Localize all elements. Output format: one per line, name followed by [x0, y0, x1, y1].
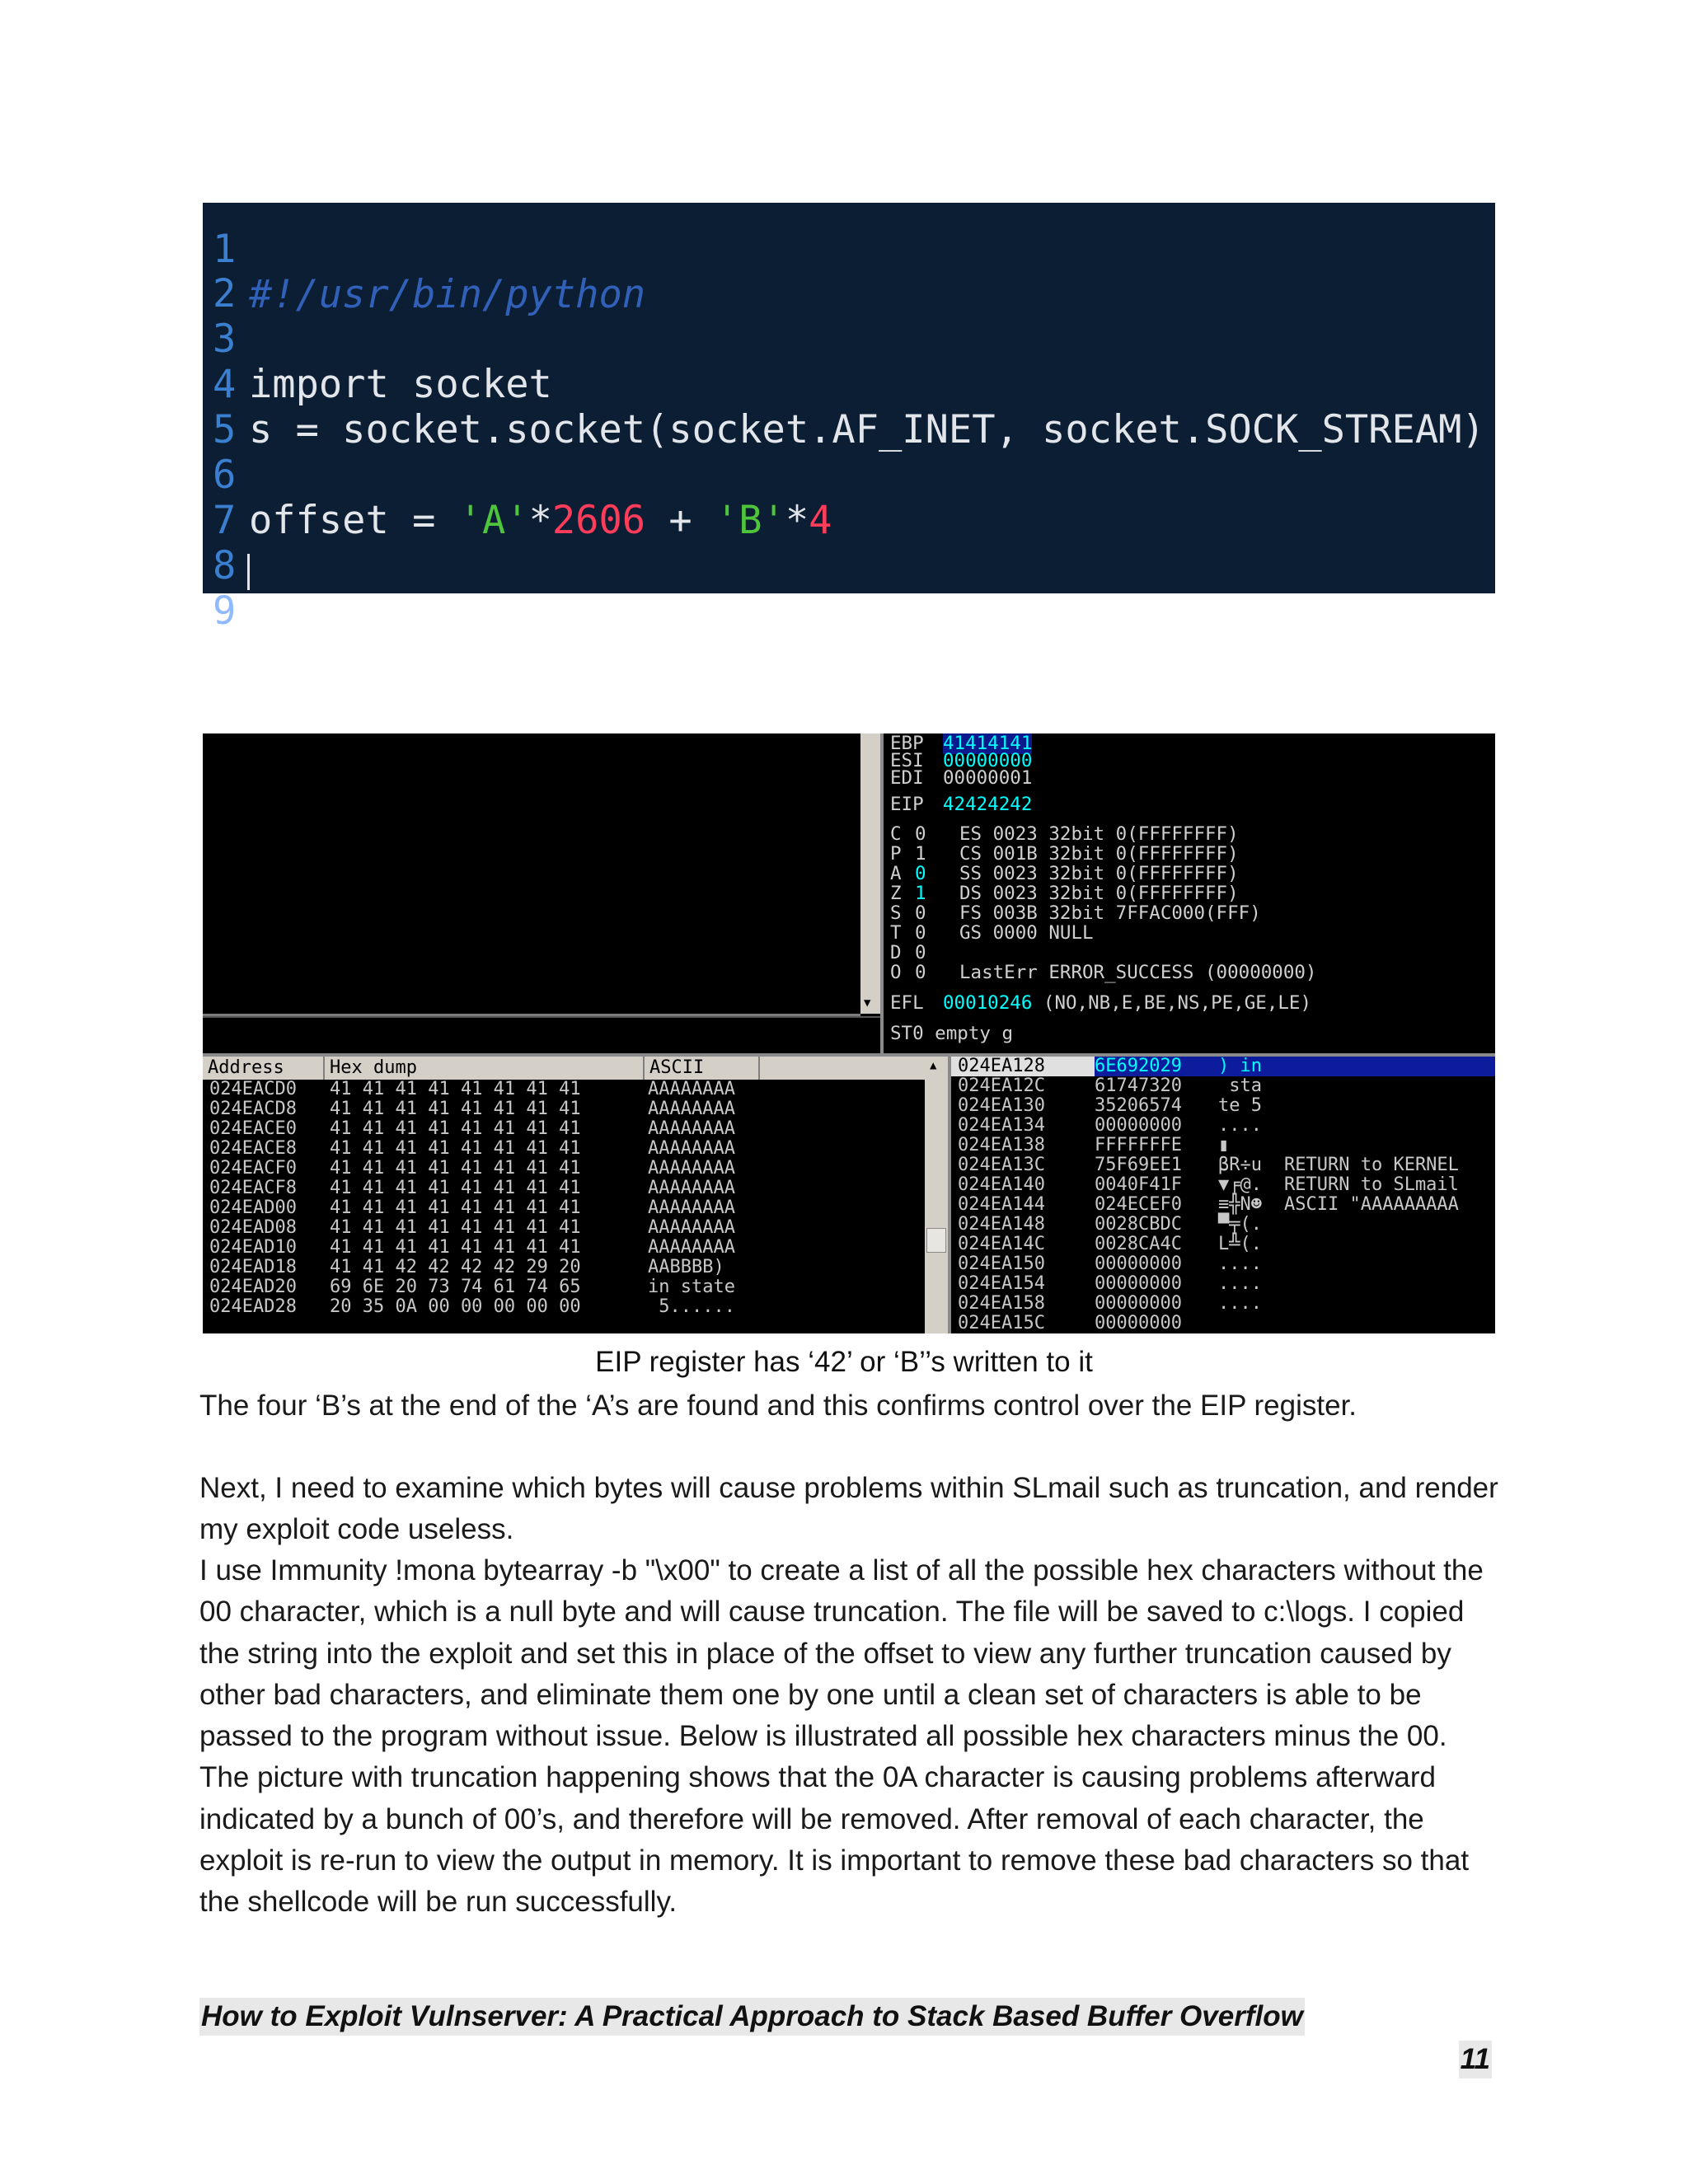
stack-value: 00000000	[1095, 1313, 1182, 1333]
segment-fs: FS 003B 32bit 7FFAC000(FFF)	[959, 902, 1261, 924]
paragraph: The four ‘B’s at the end of the ‘A’s are found and this confirms control over the EIP register.	[199, 1390, 1357, 1422]
register-name: ESI	[890, 750, 924, 771]
table-row[interactable]	[209, 1297, 735, 1317]
stack-ascii: ....	[1218, 1293, 1262, 1314]
dump-ascii: AAAAAAAA	[648, 1178, 735, 1198]
flag-value: 0	[915, 942, 926, 963]
register-name: EFL	[890, 992, 924, 1014]
stack-row[interactable]	[951, 1155, 1495, 1175]
paragraph: Next, I need to examine which bytes will cause problems within SLmail such as truncation, and render my exploit code useless.	[199, 1472, 1498, 1546]
footer-title: How to Exploit Vulnserver: A Practical Approach to Stack Based Buffer Overflow	[199, 1998, 1305, 2036]
stack-row[interactable]	[951, 1215, 1495, 1235]
stack-value: 0028CBDC	[1095, 1214, 1182, 1235]
code-text: import socket	[249, 362, 552, 407]
table-row[interactable]	[209, 1258, 724, 1277]
flag-value: 1	[915, 883, 926, 904]
line-number: 5	[213, 407, 237, 452]
register-name: EIP	[890, 794, 924, 815]
stack-value: 00000000	[1095, 1273, 1182, 1294]
stack-row[interactable]	[951, 1314, 1495, 1333]
register-edi[interactable]	[890, 768, 1032, 789]
debugger-screenshot	[203, 733, 1495, 1333]
scroll-down-icon[interactable]: ▼	[864, 996, 871, 1010]
table-row[interactable]	[209, 1139, 735, 1159]
table-row[interactable]	[209, 1198, 735, 1218]
stack-value: 75F69EE1	[1095, 1155, 1182, 1175]
flag-value: 0	[915, 902, 926, 924]
stack-comment: RETURN to KERNEL	[1284, 1155, 1459, 1175]
stack-value: 0040F41F	[1095, 1174, 1182, 1195]
stack-row[interactable]	[951, 1175, 1495, 1195]
flag-p[interactable]	[890, 844, 931, 865]
line-number: 8	[213, 543, 237, 588]
stack-value: 61747320	[1095, 1076, 1182, 1096]
hex-dump-pane	[203, 1057, 925, 1333]
stack-ascii: ....	[1218, 1273, 1262, 1294]
stack-ascii: βR÷u	[1218, 1155, 1262, 1175]
flag-s[interactable]	[890, 903, 931, 924]
line-number: 2	[213, 271, 237, 316]
line-number: 1	[213, 227, 237, 272]
stack-ascii: L╩(.	[1218, 1234, 1262, 1254]
stack-pane	[951, 1057, 1495, 1333]
flag-z[interactable]	[890, 883, 931, 904]
stack-ascii: ▼╒@.	[1218, 1174, 1262, 1195]
disassembly-pane[interactable]	[203, 733, 860, 1016]
dump-hex: 20 35 0A 00 00 00 00 00	[330, 1296, 581, 1317]
dump-hex: 41 41 41 41 41 41 41 41	[330, 1099, 581, 1119]
column-header-hex[interactable]: Hex dump	[325, 1057, 645, 1080]
register-value: 00010246	[943, 992, 1033, 1014]
stack-row[interactable]	[951, 1235, 1495, 1254]
pane-divider[interactable]	[880, 733, 884, 1053]
table-row[interactable]	[209, 1159, 735, 1179]
line-number: 3	[213, 316, 237, 362]
page-number: 11	[1459, 2041, 1492, 2079]
paragraph: I use Immunity !mona bytearray -b "\x00" to create a list of all the possible hex characters without the 00 character, which is a null byte and will cause truncation. The file will be saved to c:\logs. I copied the string into the exploit and set this in place of the offset to view any further truncation caused by other bad characters, and eliminate them one by one until a clean set of characters is able to be passed to the program without issue. Below is illustrated all possible hex characters minus the 00. The picture with truncation happening shows that the 0A character is causing problems afterward indicated by a bunch of 00’s, and therefore will be removed. After removal of each character, the exploit is re-run to view the output in memory. It is important to remove these bad characters so that the shellcode will be run successfully.	[199, 1554, 1484, 1919]
stack-ascii: ▮	[1218, 1135, 1230, 1155]
stack-row[interactable]	[951, 1294, 1495, 1314]
dump-address: 024EAD00	[209, 1197, 297, 1218]
table-row[interactable]	[209, 1238, 735, 1258]
stack-address: 024EA138	[958, 1135, 1045, 1155]
stack-value: 0028CA4C	[1095, 1234, 1182, 1254]
stack-value: 00000000	[1095, 1115, 1182, 1136]
flag-name: C	[890, 823, 902, 845]
code-text: #!/usr/bin/python	[249, 272, 646, 317]
stack-comment: ASCII "AAAAAAAAA	[1284, 1194, 1459, 1215]
stack-value: 024ECEF0	[1095, 1194, 1182, 1215]
efl-description: (NO,NB,E,BE,NS,PE,GE,LE)	[1043, 992, 1312, 1014]
dump-address: 024EAD28	[209, 1296, 297, 1317]
table-row[interactable]	[209, 1179, 735, 1198]
code-line-8	[203, 498, 1495, 588]
stack-value: 00000000	[1095, 1293, 1182, 1314]
flag-name: S	[890, 902, 902, 924]
dump-ascii: AAAAAAAA	[648, 1118, 735, 1139]
dump-header	[203, 1057, 925, 1080]
column-header-ascii[interactable]: ASCII	[645, 1057, 760, 1080]
dump-hex: 41 41 41 41 41 41 41 41	[330, 1158, 581, 1179]
dump-ascii: AABBBB)	[648, 1257, 724, 1277]
dump-ascii: AAAAAAAA	[648, 1158, 735, 1179]
flag-o[interactable]	[890, 963, 931, 983]
flag-value: 0	[915, 962, 926, 983]
disassembly-scrollbar[interactable]	[860, 733, 880, 1014]
segment-ds: DS 0023 32bit 0(FFFFFFFF)	[959, 883, 1239, 904]
table-row[interactable]	[209, 1218, 735, 1238]
dump-hex: 41 41 42 42 42 42 29 20	[330, 1257, 581, 1277]
stack-address: 024EA158	[958, 1293, 1045, 1314]
dump-hex: 41 41 41 41 41 41 41 41	[330, 1178, 581, 1198]
info-pane	[203, 1016, 880, 1054]
scroll-up-icon[interactable]: ▲	[930, 1059, 937, 1072]
last-error: LastErr ERROR_SUCCESS (00000000)	[959, 962, 1317, 983]
register-name: EBP	[890, 733, 924, 754]
register-name: EDI	[890, 767, 924, 789]
flag-value: 0	[915, 823, 926, 845]
dump-ascii: AAAAAAAA	[648, 1099, 735, 1119]
flag-a[interactable]	[890, 864, 931, 884]
stack-address: 024EA13C	[958, 1155, 1045, 1175]
stack-row[interactable]	[951, 1076, 1495, 1096]
code-token-number-a: 2606	[551, 498, 646, 543]
dump-address: 024EACE8	[209, 1138, 297, 1159]
dump-ascii: AAAAAAAA	[648, 1217, 735, 1238]
registers-pane	[890, 733, 1495, 1053]
stack-value: 00000000	[1095, 1254, 1182, 1274]
dump-address: 024EAD18	[209, 1257, 297, 1277]
dump-hex: 41 41 41 41 41 41 41 41	[330, 1118, 581, 1139]
dump-scrollbar[interactable]	[925, 1057, 948, 1333]
code-token-op: *	[528, 498, 552, 543]
segment-cs: CS 001B 32bit 0(FFFFFFFF)	[959, 843, 1239, 865]
stack-address: 024EA12C	[958, 1076, 1045, 1096]
stack-address: 024EA130	[958, 1095, 1045, 1116]
dump-ascii: AAAAAAAA	[648, 1237, 735, 1258]
code-editor-screenshot	[203, 203, 1495, 634]
stack-address: 024EA150	[958, 1254, 1045, 1274]
table-row[interactable]	[209, 1119, 735, 1139]
code-line-3	[203, 271, 1495, 407]
stack-row[interactable]	[951, 1116, 1495, 1136]
stack-ascii: ) in	[1218, 1056, 1262, 1076]
dump-hex: 41 41 41 41 41 41 41 41	[330, 1138, 581, 1159]
register-eip[interactable]	[890, 794, 1032, 815]
flag-name: D	[890, 942, 902, 963]
flag-name: O	[890, 962, 902, 983]
stack-value: 6E692029	[1095, 1056, 1182, 1076]
dump-ascii: in state	[648, 1277, 735, 1297]
register-value: 00000000	[943, 750, 1033, 771]
table-row[interactable]	[209, 1277, 735, 1297]
dump-hex: 41 41 41 41 41 41 41 41	[330, 1237, 581, 1258]
register-value: 42424242	[943, 794, 1033, 815]
dump-address: 024EACF8	[209, 1178, 297, 1198]
code-line-6	[203, 407, 1495, 543]
stack-ascii: ....	[1218, 1115, 1262, 1136]
dump-address: 024EACE0	[209, 1118, 297, 1139]
stack-ascii: ....	[1218, 1254, 1262, 1274]
code-token-prefix: offset =	[249, 498, 459, 543]
dump-ascii: AAAAAAAA	[648, 1079, 735, 1099]
segment-ss: SS 0023 32bit 0(FFFFFFFF)	[959, 863, 1239, 884]
code-token-plus: +	[645, 498, 715, 543]
flag-name: T	[890, 922, 902, 944]
stack-row[interactable]	[951, 1057, 1495, 1076]
flag-value: 0	[915, 863, 926, 884]
line-number: 9	[213, 588, 237, 634]
stack-row[interactable]	[951, 1254, 1495, 1274]
flag-d[interactable]	[890, 943, 931, 963]
column-header-address[interactable]: Address	[203, 1057, 325, 1080]
flag-name: A	[890, 863, 902, 884]
scrollbar-thumb[interactable]	[926, 1228, 946, 1253]
line-number: 4	[213, 362, 237, 407]
dump-address: 024EACF0	[209, 1158, 297, 1179]
stack-address: 024EA15C	[958, 1313, 1045, 1333]
stack-address: 024EA14C	[958, 1234, 1045, 1254]
stack-ascii: sta	[1218, 1076, 1262, 1096]
flag-name: P	[890, 843, 902, 865]
register-value: 41414141	[943, 733, 1033, 754]
dump-address: 024EAD20	[209, 1277, 297, 1297]
stack-ascii: ▀╤(.	[1218, 1214, 1262, 1235]
dump-address: 024EACD8	[209, 1099, 297, 1119]
code-text: s = socket.socket(socket.AF_INET, socket.SOCK_STREAM)	[249, 407, 1485, 452]
code-token-number-b: 4	[809, 498, 832, 543]
stack-address: 024EA154	[958, 1273, 1045, 1294]
line-number: 6	[213, 452, 237, 498]
dump-hex: 69 6E 20 73 74 61 74 65	[330, 1277, 581, 1297]
dump-address: 024EAD08	[209, 1217, 297, 1238]
dump-hex: 41 41 41 41 41 41 41 41	[330, 1217, 581, 1238]
segment-gs: GS 0000 NULL	[959, 922, 1094, 944]
stack-comment: RETURN to SLmail	[1284, 1174, 1459, 1195]
table-row[interactable]	[209, 1080, 735, 1099]
text-cursor	[247, 554, 250, 590]
code-token-string-b: 'B'	[715, 498, 785, 543]
dump-ascii: 5......	[648, 1296, 735, 1317]
line-number: 7	[213, 498, 237, 543]
stack-value: 35206574	[1095, 1095, 1182, 1116]
stack-ascii: te 5	[1218, 1095, 1262, 1116]
stack-row[interactable]	[951, 1274, 1495, 1294]
flag-c[interactable]	[890, 824, 931, 845]
flag-name: Z	[890, 883, 902, 904]
code-token-string-a: 'A'	[458, 498, 529, 543]
stack-row[interactable]	[951, 1136, 1495, 1155]
stack-address: 024EA134	[958, 1115, 1045, 1136]
stack-address: 024EA128	[951, 1057, 1095, 1076]
segment-es: ES 0023 32bit 0(FFFFFFFF)	[959, 823, 1239, 845]
stack-ascii: ≡╬N☻	[1218, 1194, 1262, 1215]
flag-t[interactable]	[890, 923, 931, 944]
code-line-9	[203, 543, 1495, 634]
dump-ascii: AAAAAAAA	[648, 1197, 735, 1218]
stack-value: FFFFFFFE	[1095, 1135, 1182, 1155]
code-token-op: *	[785, 498, 809, 543]
dump-address: 024EACD0	[209, 1079, 297, 1099]
dump-hex: 41 41 41 41 41 41 41 41	[330, 1197, 581, 1218]
table-row[interactable]	[209, 1099, 735, 1119]
stack-row[interactable]	[951, 1096, 1495, 1116]
stack-address: 024EA140	[958, 1174, 1045, 1195]
code-line-1	[203, 181, 1495, 317]
stack-address: 024EA144	[958, 1194, 1045, 1215]
stack-row[interactable]	[951, 1195, 1495, 1215]
register-efl[interactable]	[890, 993, 1311, 1014]
dump-ascii: AAAAAAAA	[648, 1138, 735, 1159]
dump-address: 024EAD10	[209, 1237, 297, 1258]
register-value: 00000001	[943, 767, 1033, 789]
dump-hex: 41 41 41 41 41 41 41 41	[330, 1079, 581, 1099]
figure-caption: EIP register has ‘42’ or ‘B’’s written to it	[595, 1346, 1093, 1378]
stack-address: 024EA148	[958, 1214, 1045, 1235]
flag-value: 1	[915, 843, 926, 865]
register-st0[interactable]: ST0 empty g	[890, 1023, 1014, 1044]
flag-value: 0	[915, 922, 926, 944]
